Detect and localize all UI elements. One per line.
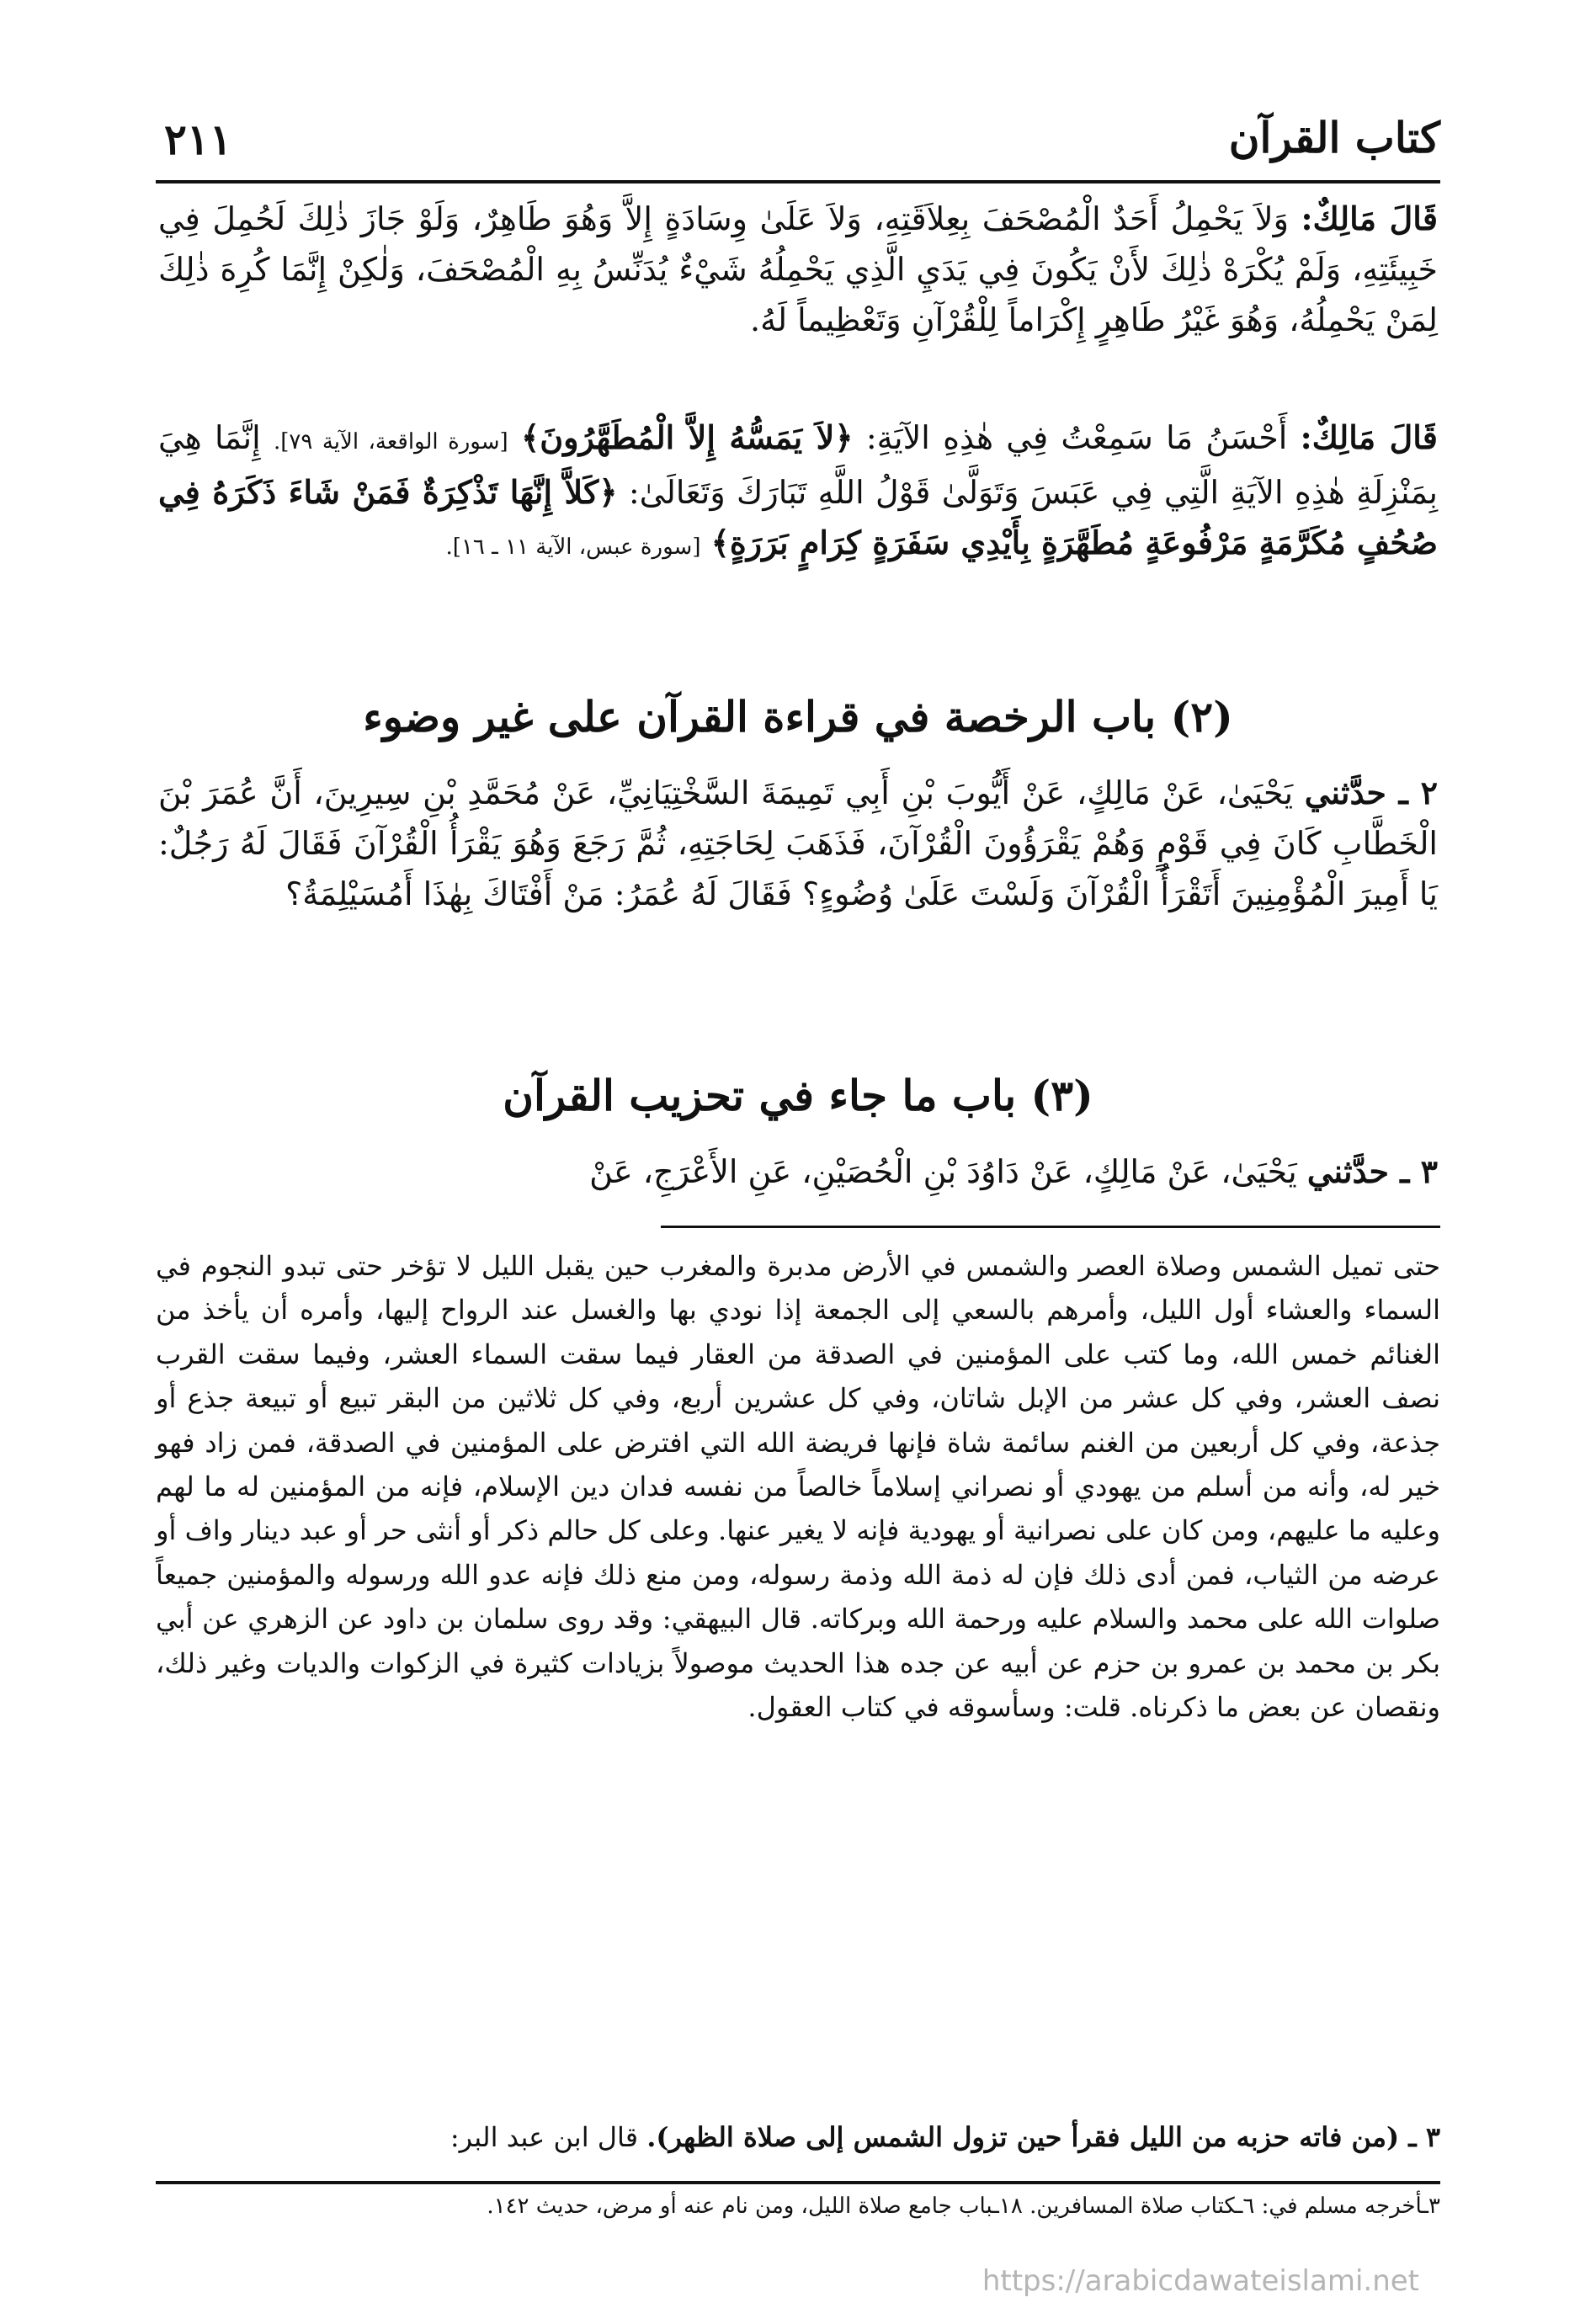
quran-verse: ﴿كَلاَّ إِنَّهَا تَذْكِرَةٌ فَمَنْ شَاءَ ذَكَرَهُ فِي صُحُفٍ مُكَرَّمَةٍ مَرْفُوعَةٍ مُطَهَّرَةٍ بِأَيْدِي سَفَرَةٍ كِرَامٍ بَرَرَةٍ﴾ xyxy=(158,473,1438,561)
hadith-lead: ٢ ـ حدَّثني xyxy=(1304,774,1438,811)
watermark-url: https://arabicdawateislami.net xyxy=(982,2264,1419,2298)
hadith-text: يَحْيَىٰ، عَنْ مَالِكٍ، عَنْ دَاوُدَ بْنِ الْحُصَيْنِ، عَنِ الأَعْرَجِ، عَنْ xyxy=(589,1153,1297,1190)
chapter-heading-2: (٢) باب الرخصة في قراءة القرآن على غير وضوء xyxy=(363,692,1233,742)
book-title: كتاب القرآن xyxy=(1228,113,1440,162)
chapter-heading-3: (٣) باب ما جاء في تحزيب القرآن xyxy=(503,1071,1093,1120)
paragraph-lead: قَالَ مَالِكٌ: xyxy=(1301,199,1438,237)
malik-paragraph-2 xyxy=(158,412,1438,572)
footnote: ٣ـأخرجه مسلم في: ٦ـكتاب صلاة المسافرين. ١٨ـباب جامع صلاة الليل، ومن نام عنه أو مرض، حديث ١٤٢. xyxy=(487,2194,1440,2219)
commentary-note-3 xyxy=(156,2121,1440,2153)
paragraph-text: وَلاَ يَحْمِلُ أَحَدٌ الْمُصْحَفَ بِعِلاَقَتِهِ، وَلاَ عَلَىٰ وِسَادَةٍ إِلاَّ وَهُوَ طَاهِرٌ، وَلَوْ جَازَ ذٰلِكَ لَحُمِلَ فِي خَبِيئَتِهِ، وَلَمْ يُكْرَهْ ذٰلِكَ لأَنْ يَكُونَ فِي يَدَيِ الَّذِي يَحْمِلُهُ شَيْءٌ يُدَنِّسُ بِهِ الْمُصْحَفَ، وَلٰكِنْ إِنَّمَا كُرِهَ ذٰلِكَ لِمَنْ يَحْمِلُهُ، وَهُوَ غَيْرُ طَاهِرٍ إِكْرَاماً لِلْقُرْآنِ وَتَعْظِيماً لَهُ. xyxy=(158,200,1438,338)
commentary-separator xyxy=(661,1226,1440,1228)
paragraph-text: أَحْسَنُ مَا سَمِعْتُ فِي هٰذِهِ الآيَةِ: xyxy=(865,419,1288,456)
note-heading: ٣ ـ (من فاته حزبه من الليل فقرأ حين تزول الشمس إلى صلاة الظهر). xyxy=(646,2121,1440,2153)
page-header xyxy=(164,108,1440,167)
verse-reference: [سورة عبس، الآية ١١ ـ ١٦]. xyxy=(445,534,701,560)
hadith-3 xyxy=(158,1146,1438,1197)
footnote-separator xyxy=(156,2181,1440,2184)
commentary-text: حتى تميل الشمس وصلاة العصر والشمس في الأرض مدبرة والمغرب حين يقبل الليل لا تؤخر حتى تبدو النجوم في السماء والعشاء أول الليل، وأمرهم بالسعي إلى الجمعة إذا نودي بها والغسل عند الرواح إليها، وأمره أن يأخذ من الغنائم خمس الله، وما كتب على المؤمنين في الصدقة من العقار فيما سقت السماء العشر، وفيما سقت القرب نصف العشر، وفي كل عشر من الإبل شاتان، وفي كل عشرين أربع، وفي كل ثلاثين من البقر تبيع أو تبيعة جذع أو جذعة، وفي كل أربعين من الغنم سائمة شاة فإنها فريضة الله التي افترض على المؤمنين في الصدقة، فمن زاد فهو خير له، وأنه من أسلم من يهودي أو نصراني إسلاماً خالصاً من نفسه فدان دين الإسلام، فإنه من المؤمنين له ما لهم وعليه ما عليهم، ومن كان على نصرانية أو يهودية فإنه لا يغير عنها. وعلى كل حالم ذكر أو أنثى حر أو عبد دينار واف أو عرضه من الثياب، فمن أدى ذلك فإن له ذمة الله وذمة رسوله، ومن منع ذلك فإنه عدو الله ورسوله والمؤمنين جميعاً صلوات الله على محمد والسلام عليه ورحمة الله وبركاته. قال البيهقي: وقد روى سلمان بن داود عن الزهري عن أبي بكر بن محمد بن عمرو بن حزم عن أبيه عن جده هذا الحديث موصولاً بزيادات كثيرة في الزكوات والديات وغير ذلك، ونقصان عن بعض ما ذكرناه. قلت: وسأسوقه في كتاب العقول. xyxy=(156,1250,1441,1724)
note-text: قال ابن عبد البر: xyxy=(450,2121,639,2153)
quran-verse: ﴿لاَ يَمَسُّهُ إِلاَّ الْمُطَهَّرُونَ﴾ xyxy=(520,418,854,456)
hadith-lead: ٣ ـ حدَّثني xyxy=(1306,1152,1438,1190)
malik-paragraph-1 xyxy=(158,194,1438,345)
paragraph-lead: قَالَ مَالِكٌ: xyxy=(1300,418,1438,456)
header-rule xyxy=(156,180,1440,183)
hadith-2 xyxy=(158,768,1438,919)
paragraph-text: إِنَّمَا هِيَ بِمَنْزِلَةِ هٰذِهِ الآيَةِ الَّتِي فِي عَبَسَ وَتَوَلَّىٰ قَوْلُ اللَّهِ تَبَارَكَ وَتَعَالَىٰ: xyxy=(158,419,1438,511)
verse-reference: [سورة الواقعة، الآية ٧٩]. xyxy=(273,429,508,455)
hadith-text: يَحْيَىٰ، عَنْ مَالِكٍ، عَنْ أَيُّوبَ بْنِ أَبِي تَمِيمَةَ السَّخْتِيَانِيِّ، عَنْ مُحَمَّدِ بْنِ سِيرِينَ، أَنَّ عُمَرَ بْنَ الْخَطَّابِ كَانَ فِي قَوْمٍ وَهُمْ يَقْرَؤُونَ الْقُرْآنَ، فَذَهَبَ لِحَاجَتِهِ، ثُمَّ رَجَعَ وَهُوَ يَقْرَأُ الْقُرْآنَ فَقَالَ لَهُ رَجُلٌ: يَا أَمِيرَ الْمُؤْمِنِينَ أَتَقْرَأُ الْقُرْآنَ وَلَسْتَ عَلَىٰ وُضُوءٍ؟ فَقَالَ لَهُ عُمَرُ: مَنْ أَفْتَاكَ بِهٰذَا أَمُسَيْلِمَةُ؟ xyxy=(158,774,1438,912)
page-number: ٢١١ xyxy=(164,114,232,164)
